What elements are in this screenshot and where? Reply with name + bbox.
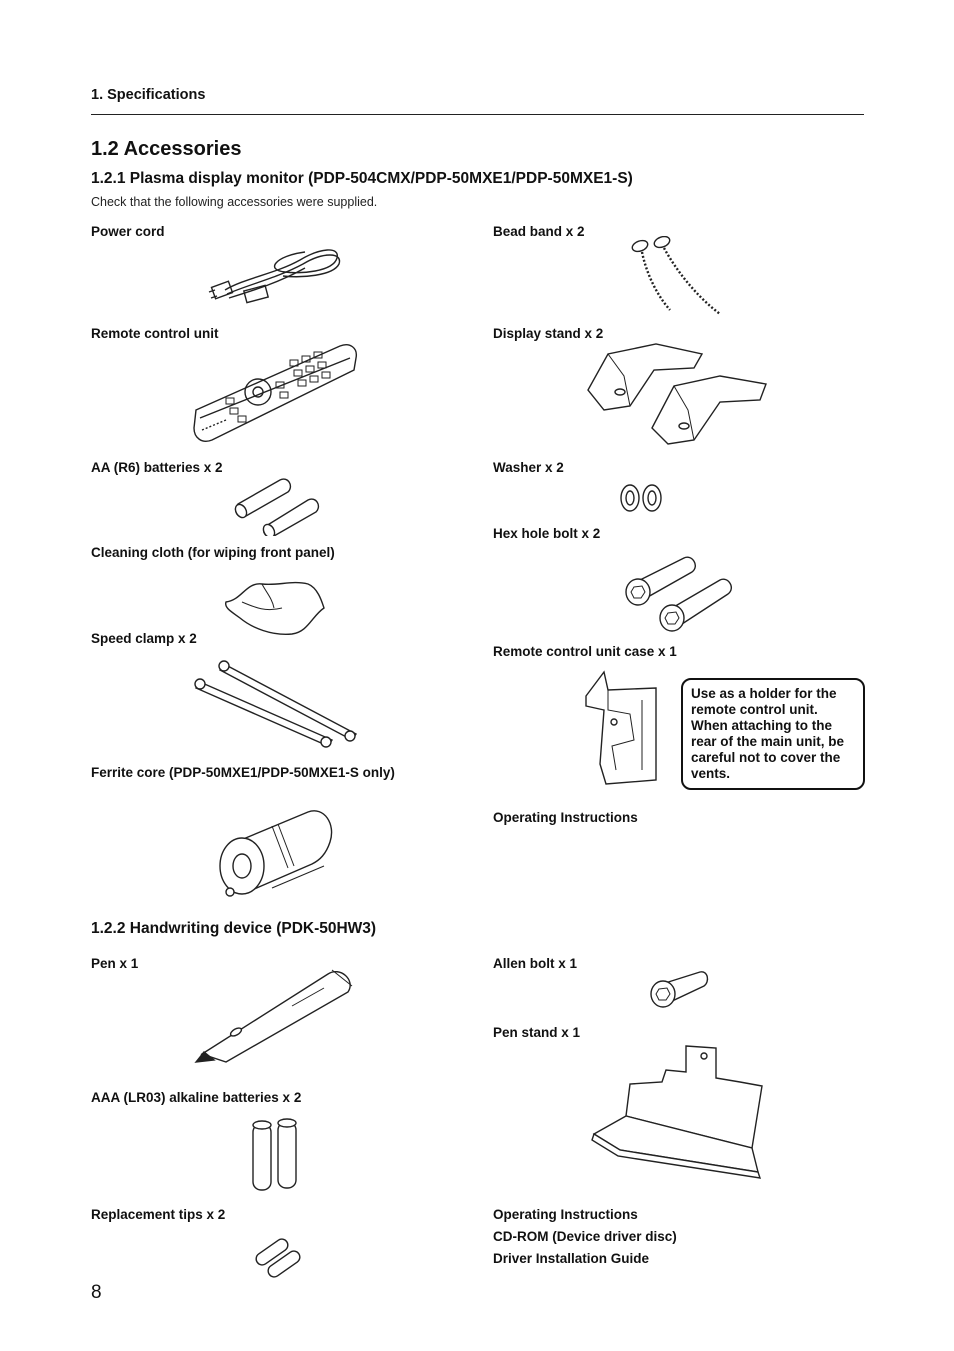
label-remote-control: Remote control unit [91,326,219,341]
label-cd-rom: CD-ROM (Device driver disc) [493,1229,677,1244]
label-remote-case: Remote control unit case x 1 [493,644,677,659]
display-stand-illustration [584,336,774,448]
label-power-cord: Power cord [91,224,165,239]
label-replacement-tips: Replacement tips x 2 [91,1207,226,1222]
section-title: 1.2 Accessories [91,138,242,160]
pen-illustration [192,964,362,1068]
speed-clamp-illustration [188,654,364,752]
bead-band-illustration [626,236,728,318]
label-pen: Pen x 1 [91,956,139,971]
label-driver-guide: Driver Installation Guide [493,1251,650,1266]
remote-case-note: Use as a holder for the remote control unit. When attaching to the rear of the main unit, be careful not to cover the vents. [681,678,865,790]
washer-illustration [618,482,666,514]
subsection-title-handwriting: 1.2.2 Handwriting device (PDK-50HW3) [91,920,377,937]
cleaning-cloth-illustration [222,572,328,640]
label-ferrite-core: Ferrite core (PDP-50MXE1/PDP-50MXE1-S only) [91,765,395,780]
label-aa-batteries: AA (R6) batteries x 2 [91,460,223,475]
aa-batteries-illustration [230,474,322,536]
remote-case-illustration [582,670,662,786]
header-rule [91,114,864,115]
running-head: 1. Specifications [91,87,206,103]
hex-bolt-illustration [620,552,734,634]
label-operating-instructions-pen: Operating Instructions [493,1207,638,1222]
power-cord-illustration [205,238,345,304]
aaa-batteries-illustration [250,1118,302,1194]
label-aaa-batteries: AAA (LR03) alkaline batteries x 2 [91,1090,302,1105]
replacement-tips-illustration [252,1232,304,1280]
subsection-title-monitor: 1.2.1 Plasma display monitor (PDP-504CMX/PDP-50MXE1/PDP-50MXE1-S) [91,170,633,187]
ferrite-core-illustration [212,804,338,900]
label-cleaning-cloth: Cleaning cloth (for wiping front panel) [91,545,335,560]
remote-control-illustration [190,340,362,448]
label-display-stand: Display stand x 2 [493,326,604,341]
intro-text: Check that the following accessories were supplied. [91,195,378,209]
pen-stand-illustration [590,1042,766,1182]
page-number: 8 [91,1282,102,1303]
label-hex-bolt: Hex hole bolt x 2 [493,526,601,541]
label-speed-clamp: Speed clamp x 2 [91,631,197,646]
label-pen-stand: Pen stand x 1 [493,1025,581,1040]
label-operating-instructions-monitor: Operating Instructions [493,810,638,825]
allen-bolt-illustration [648,968,710,1012]
label-bead-band: Bead band x 2 [493,224,585,239]
label-allen-bolt: Allen bolt x 1 [493,956,578,971]
label-washer: Washer x 2 [493,460,564,475]
